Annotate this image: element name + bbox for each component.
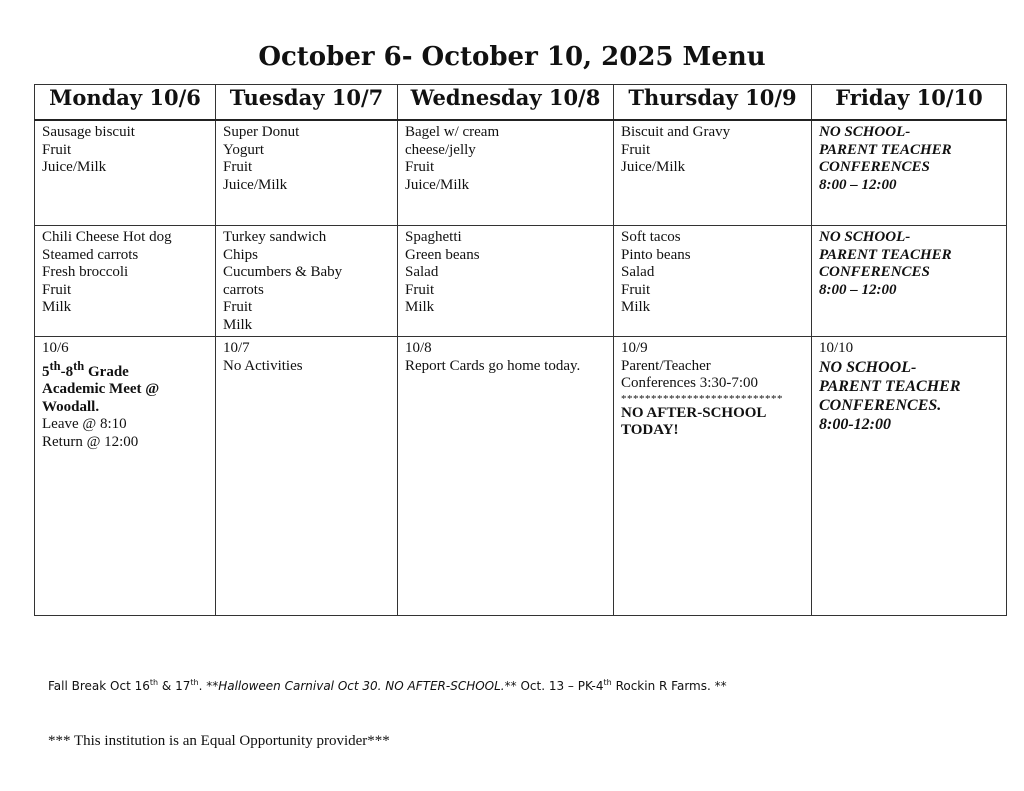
menu-item: Milk xyxy=(405,299,435,315)
menu-item: Fruit xyxy=(621,141,651,158)
breakfast-monday xyxy=(35,120,216,226)
menu-table xyxy=(34,84,1007,616)
menu-item: cheese/jelly xyxy=(405,141,476,158)
activity-grade-line xyxy=(42,358,211,382)
breakfast-tuesday xyxy=(216,120,398,226)
no-school-notice: PARENT TEACHER xyxy=(819,246,952,263)
menu-item: Cucumbers & Baby xyxy=(223,264,343,280)
page-title: October 6- October 10, 2025 Menu xyxy=(258,42,766,72)
breakfast-thursday xyxy=(614,120,812,226)
activity-date: 10/9 xyxy=(621,340,648,356)
menu-item: Steamed carrots xyxy=(42,246,139,263)
menu-item: Fruit xyxy=(42,281,72,298)
no-school-notice: 8:00-12:00 xyxy=(819,415,891,433)
menu-item: Salad xyxy=(621,264,655,280)
lunch-tuesday xyxy=(216,226,398,337)
menu-item: Fruit xyxy=(223,299,253,315)
menu-item: Sausage biscuit xyxy=(42,124,135,140)
menu-item: Fresh broccoli xyxy=(42,264,129,280)
footer-notes xyxy=(48,678,727,693)
footer-text: . ** xyxy=(198,679,219,693)
menu-item: Salad xyxy=(405,264,439,280)
ordinal-suffix: th xyxy=(149,678,159,687)
day-header-thursday: Thursday 10/9 xyxy=(614,85,812,121)
ordinal-suffix: th xyxy=(190,678,199,687)
lunch-monday xyxy=(35,226,216,337)
activity-date: 10/6 xyxy=(42,340,69,356)
footer-italic-text: Halloween Carnival Oct 30. NO AFTER-SCHOOL. xyxy=(218,679,505,693)
menu-item: Chips xyxy=(223,246,259,263)
menu-item: Fruit xyxy=(223,159,253,175)
no-school-notice: PARENT TEACHER xyxy=(819,377,961,395)
activities-row xyxy=(35,337,1007,616)
day-header-wednesday: Wednesday 10/8 xyxy=(398,85,614,121)
breakfast-row xyxy=(35,120,1007,226)
activity-line: Return @ 12:00 xyxy=(42,433,139,450)
activity-line: Parent/Teacher xyxy=(621,357,711,374)
menu-item: carrots xyxy=(223,281,264,298)
footer-text: Fall Break Oct 16 xyxy=(48,679,150,693)
activity-line: Woodall. xyxy=(42,398,100,415)
menu-item: Milk xyxy=(42,299,72,315)
no-school-notice: CONFERENCES xyxy=(819,264,930,280)
menu-item: Pinto beans xyxy=(621,246,691,263)
no-school-notice: 8:00 – 12:00 xyxy=(819,176,897,193)
menu-item: Fruit xyxy=(621,281,651,298)
footer-text: & 17 xyxy=(158,679,191,693)
activities-friday xyxy=(812,337,1007,616)
activity-line: Academic Meet @ xyxy=(42,381,160,397)
day-header-row xyxy=(35,85,1007,121)
menu-item: Chili Cheese Hot dog xyxy=(42,229,172,245)
menu-item: Super Donut xyxy=(223,124,300,140)
grade-rest: Grade xyxy=(84,363,129,380)
ordinal-suffix: th xyxy=(73,358,85,373)
lunch-wednesday xyxy=(398,226,614,337)
menu-item: Fruit xyxy=(42,141,72,158)
activity-date: 10/7 xyxy=(223,340,250,356)
ordinal-suffix: th xyxy=(603,678,612,687)
activity-date: 10/10 xyxy=(819,340,854,356)
activity-line: NO AFTER-SCHOOL xyxy=(621,404,767,421)
menu-item: Juice/Milk xyxy=(621,159,686,175)
menu-item: Biscuit and Gravy xyxy=(621,124,731,140)
activity-line: No Activities xyxy=(223,357,303,374)
menu-item: Milk xyxy=(621,299,651,315)
lunch-row xyxy=(35,226,1007,337)
day-header-monday: Monday 10/6 xyxy=(35,85,216,121)
menu-item: Fruit xyxy=(405,159,435,175)
no-school-notice: 8:00 – 12:00 xyxy=(819,281,897,298)
breakfast-friday xyxy=(812,120,1007,226)
menu-item: Fruit xyxy=(405,281,435,298)
grade-from: 5 xyxy=(42,363,50,380)
menu-item: Yogurt xyxy=(223,141,264,158)
menu-item: Bagel w/ cream xyxy=(405,124,500,140)
activities-thursday xyxy=(614,337,812,616)
activities-wednesday xyxy=(398,337,614,616)
menu-item: Juice/Milk xyxy=(223,176,288,193)
activity-line: TODAY! xyxy=(621,422,679,438)
day-header-tuesday: Tuesday 10/7 xyxy=(216,85,398,121)
activities-tuesday xyxy=(216,337,398,616)
footer-text: ** Oct. 13 – PK-4 xyxy=(504,679,604,693)
grade-sep: -8 xyxy=(60,363,74,380)
no-school-notice: NO SCHOOL- xyxy=(819,229,911,245)
breakfast-wednesday xyxy=(398,120,614,226)
activities-monday xyxy=(35,337,216,616)
activity-date: 10/8 xyxy=(405,340,432,356)
menu-item: Spaghetti xyxy=(405,229,462,245)
menu-item: Juice/Milk xyxy=(42,159,107,175)
menu-item: Soft tacos xyxy=(621,229,681,245)
activity-line: Leave @ 8:10 xyxy=(42,416,127,432)
no-school-notice: PARENT TEACHER xyxy=(819,141,952,158)
activity-line: Conferences 3:30-7:00 xyxy=(621,375,759,391)
equal-opportunity-statement: *** This institution is an Equal Opportunity provider*** xyxy=(48,733,390,749)
menu-item: Milk xyxy=(223,316,253,333)
menu-item: Turkey sandwich xyxy=(223,229,327,245)
menu-item: Green beans xyxy=(405,246,480,263)
no-school-notice: CONFERENCES. xyxy=(819,396,942,414)
no-school-notice: NO SCHOOL- xyxy=(819,358,917,376)
activity-line: Report Cards go home today. xyxy=(405,357,581,374)
no-school-notice: CONFERENCES xyxy=(819,159,930,175)
ordinal-suffix: th xyxy=(49,358,61,373)
menu-item: Juice/Milk xyxy=(405,176,470,193)
footer-text: Rockin R Farms. ** xyxy=(611,679,727,693)
day-header-friday: Friday 10/10 xyxy=(812,85,1007,121)
no-school-notice: NO SCHOOL- xyxy=(819,124,911,140)
lunch-friday xyxy=(812,226,1007,337)
lunch-thursday xyxy=(614,226,812,337)
star-separator: *************************** xyxy=(621,392,783,405)
